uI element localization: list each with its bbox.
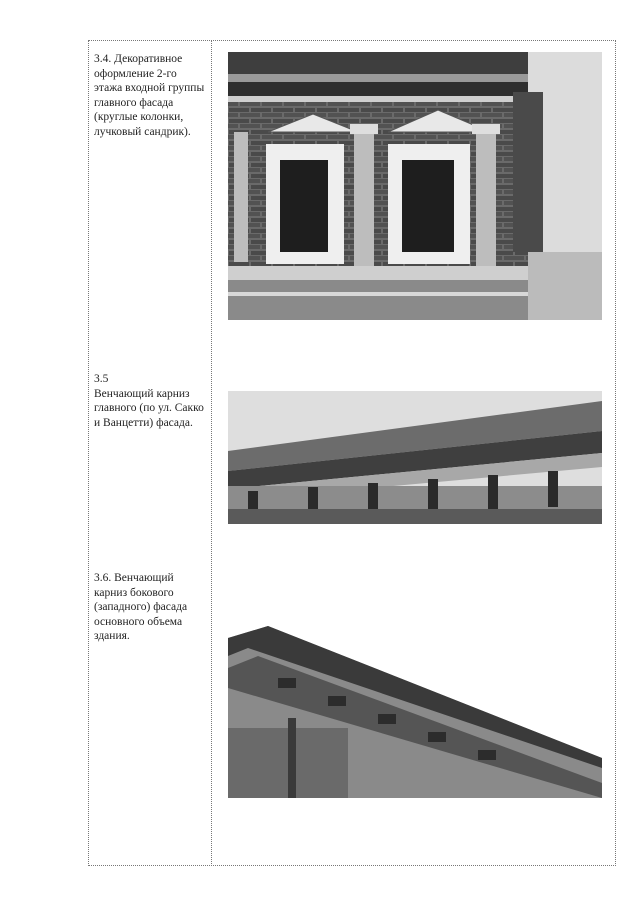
row-3-5-description: 3.5 Венчающий карниз главного (по ул. Сакко и Ванцетти) фасада. xyxy=(94,373,204,429)
main-facade-cornice-photo xyxy=(228,391,602,524)
side-facade-cornice-photo xyxy=(228,608,602,798)
row-3-4-description: 3.4. Декоративное оформление 2-го этажа входной группы главного фасада (круглые колонки, лучковый сандрик). xyxy=(94,53,205,138)
second-floor-window-decoration-photo xyxy=(228,52,602,320)
row-3-6-description: 3.6. Венчающий карниз бокового (западного) фасада основного объема здания. xyxy=(94,572,188,642)
table-column-divider xyxy=(211,40,212,866)
